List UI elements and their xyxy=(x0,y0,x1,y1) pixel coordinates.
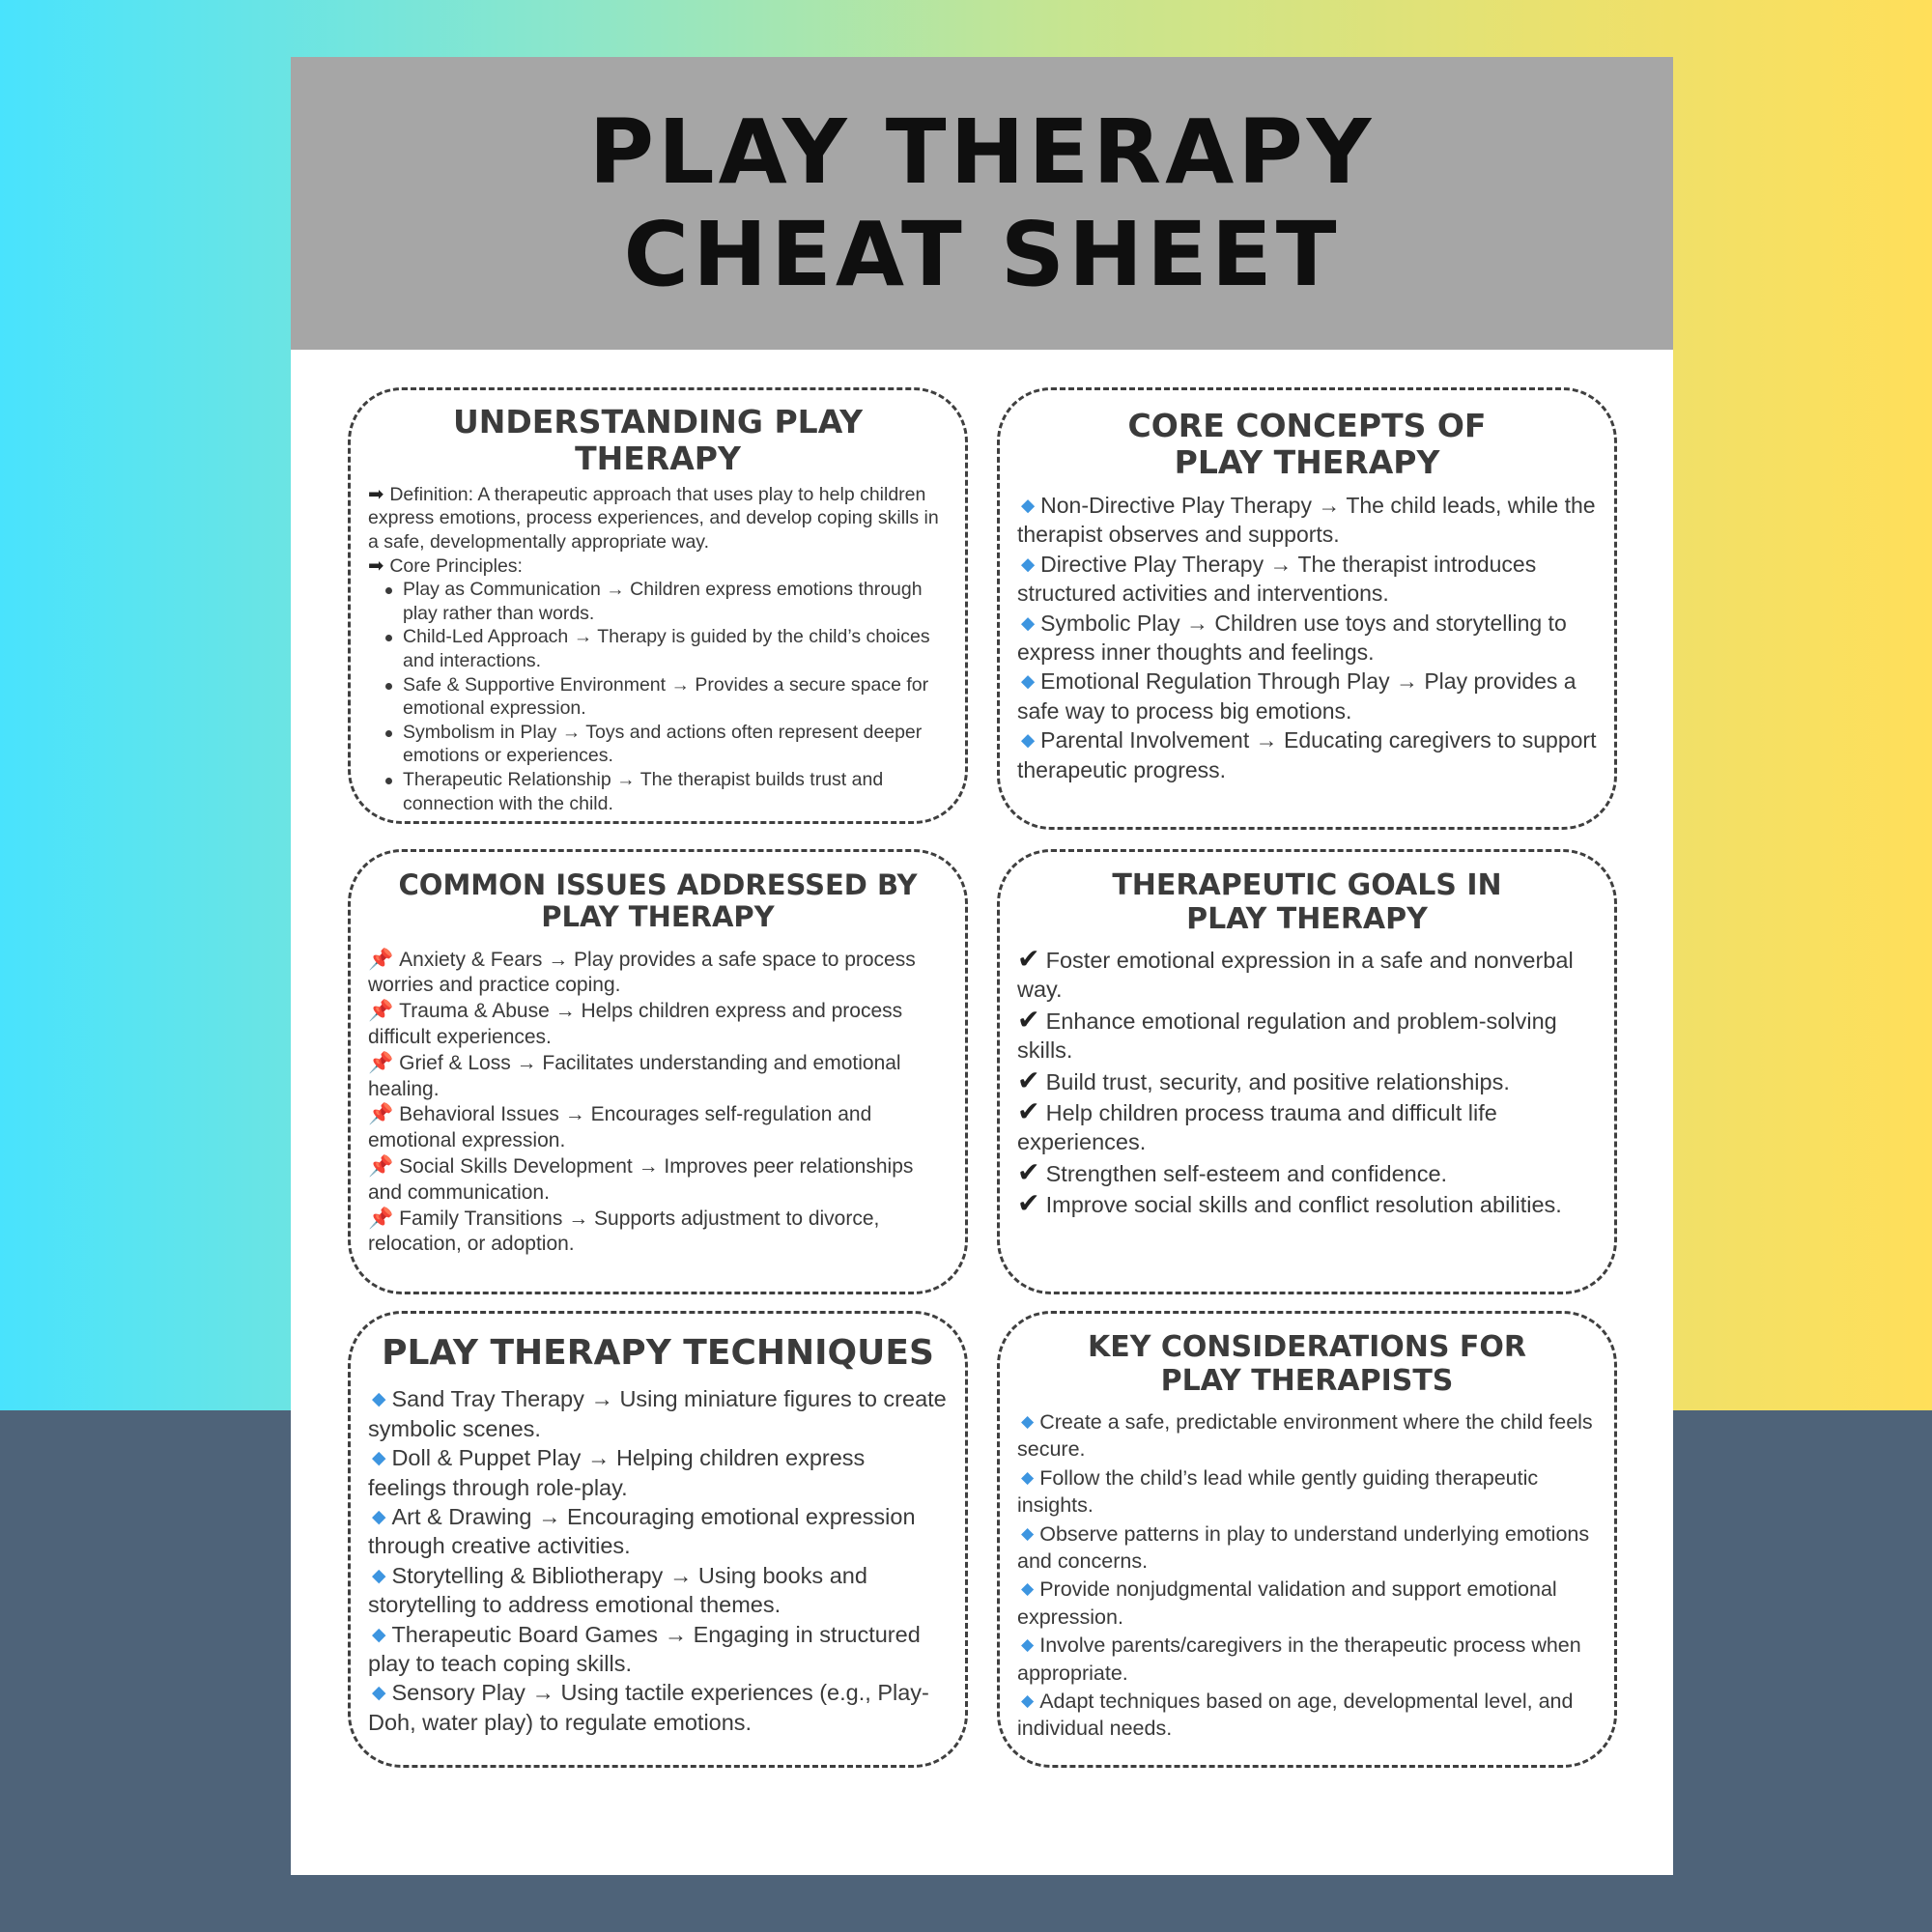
list-item xyxy=(1017,1188,1597,1219)
page-title-line-2: CHEAT SHEET xyxy=(623,202,1341,306)
card-body xyxy=(368,1384,948,1737)
checkmark-icon: ✔ xyxy=(1017,1003,1040,1035)
pushpin-icon: 📌 xyxy=(368,1051,394,1074)
list-item xyxy=(1017,1065,1597,1096)
card-title: KEY CONSIDERATIONS FOR PLAY THERAPISTS xyxy=(1087,1330,1527,1398)
item-text: Art & Drawing → Encouraging emotional expression through creative activities. xyxy=(368,1504,916,1559)
list-item xyxy=(368,1051,948,1103)
item-text: Build trust, security, and positive relationships. xyxy=(1045,1068,1510,1094)
list-item xyxy=(1017,1575,1597,1631)
blue-diamond-icon: ◆ xyxy=(1021,1578,1035,1599)
list-item xyxy=(1017,1463,1597,1520)
blue-diamond-icon: ◆ xyxy=(372,1506,386,1527)
item-text: Foster emotional expression in a safe and nonverbal way. xyxy=(1017,948,1574,1003)
list-item: Safe & Supportive Environment → Provides a secure space for emotional expression. xyxy=(382,673,948,721)
pushpin-icon: 📌 xyxy=(368,1000,394,1023)
item-text: Behavioral Issues → Encourages self-regulation and emotional expression. xyxy=(368,1103,872,1152)
card-body xyxy=(368,483,948,815)
blue-diamond-icon: ◆ xyxy=(1021,611,1036,633)
checkmark-icon: ✔ xyxy=(1017,1095,1040,1127)
item-text: Follow the child’s lead while gently guiding therapeutic insights. xyxy=(1017,1465,1539,1518)
definition-line xyxy=(368,483,948,554)
checkmark-icon: ✔ xyxy=(1017,1064,1040,1095)
item-text: Non-Directive Play Therapy → The child leads, while the therapist observes and supports. xyxy=(1017,492,1596,548)
list-item xyxy=(368,1384,948,1443)
item-text: Involve parents/caregivers in the therapeutic process when appropriate. xyxy=(1017,1634,1581,1685)
checkmark-icon: ✔ xyxy=(1017,1187,1040,1219)
item-text: Parental Involvement → Educating caregivers to support therapeutic progress. xyxy=(1017,727,1597,782)
pushpin-icon: 📌 xyxy=(368,948,394,971)
card-core-concepts xyxy=(997,387,1617,830)
item-text: Family Transitions → Supports adjustment to divorce, relocation, or adoption. xyxy=(368,1207,880,1256)
item-text: Directive Play Therapy → The therapist introduces structured activities and interventions. xyxy=(1017,551,1537,607)
cheat-sheet-page xyxy=(291,57,1673,1875)
checkmark-icon: ✔ xyxy=(1017,1155,1040,1187)
card-body xyxy=(368,948,948,1259)
card-key-considerations xyxy=(997,1311,1617,1768)
card-body xyxy=(1017,1407,1597,1743)
blue-diamond-icon: ◆ xyxy=(1021,553,1036,574)
blue-diamond-icon: ◆ xyxy=(1021,670,1036,692)
blue-diamond-icon: ◆ xyxy=(1021,729,1036,751)
list-item xyxy=(368,1443,948,1502)
blue-diamond-icon: ◆ xyxy=(1021,1690,1035,1711)
definition-text: Definition: A therapeutic approach that uses play to help children express emotions, process experiences, and develop coping skills in a safe, developmentally appropriate way. xyxy=(368,483,939,554)
blue-diamond-icon: ◆ xyxy=(1021,1411,1035,1431)
list-item xyxy=(1017,667,1597,725)
blue-diamond-icon: ◆ xyxy=(1021,1466,1035,1487)
list-item xyxy=(368,1620,948,1679)
blue-diamond-icon: ◆ xyxy=(372,1564,386,1585)
list-item xyxy=(1017,550,1597,609)
blue-diamond-icon: ◆ xyxy=(372,1623,386,1644)
principles-list xyxy=(382,578,948,815)
list-item xyxy=(368,1561,948,1620)
blue-diamond-icon: ◆ xyxy=(372,1388,386,1409)
list-item: Therapeutic Relationship → The therapist builds trust and connection with the child. xyxy=(382,768,948,815)
item-text: Enhance emotional regulation and problem-solving skills. xyxy=(1017,1008,1557,1064)
card-understanding xyxy=(348,387,968,824)
list-item: Symbolism in Play → Toys and actions often represent deeper emotions or experiences. xyxy=(382,721,948,768)
list-item xyxy=(368,1502,948,1561)
item-text: Doll & Puppet Play → Helping children express feelings through role-play. xyxy=(368,1445,866,1500)
list-item xyxy=(368,948,948,1000)
list-item xyxy=(1017,725,1597,784)
principles-heading xyxy=(368,554,948,579)
card-title: UNDERSTANDING PLAY THERAPY xyxy=(453,403,863,477)
list-item xyxy=(368,999,948,1051)
list-item xyxy=(1017,609,1597,668)
list-item xyxy=(368,1207,948,1259)
item-text: Social Skills Development → Improves peer relationships and communication. xyxy=(368,1155,914,1204)
list-item xyxy=(1017,1157,1597,1188)
card-title: PLAY THERAPY TECHNIQUES xyxy=(382,1333,934,1373)
list-item xyxy=(1017,1520,1597,1576)
list-item xyxy=(1017,1687,1597,1743)
item-text: Grief & Loss → Facilitates understanding and emotional healing. xyxy=(368,1051,901,1100)
list-item xyxy=(368,1678,948,1737)
blue-diamond-icon: ◆ xyxy=(1021,494,1036,515)
arrow-right-icon: ➡ xyxy=(368,483,384,505)
item-text: Sensory Play → Using tactile experiences (e.g., Play-Doh, water play) to regulate emotions. xyxy=(368,1680,929,1735)
list-item xyxy=(1017,491,1597,550)
list-item xyxy=(1017,1407,1597,1463)
card-body xyxy=(1017,944,1597,1220)
item-text: Therapeutic Board Games → Engaging in structured play to teach coping skills. xyxy=(368,1621,921,1677)
item-text: Provide nonjudgmental validation and support emotional expression. xyxy=(1017,1577,1557,1629)
item-text: Symbolic Play → Children use toys and storytelling to express inner thoughts and feelings. xyxy=(1017,610,1567,665)
item-text: Storytelling & Bibliotherapy → Using books and storytelling to address emotional themes. xyxy=(368,1562,867,1618)
list-item xyxy=(1017,1096,1597,1157)
item-text: Adapt techniques based on age, developmental level, and individual needs. xyxy=(1017,1690,1574,1741)
list-item xyxy=(1017,1005,1597,1065)
page-title-line-1: PLAY THERAPY xyxy=(588,99,1376,204)
blue-diamond-icon: ◆ xyxy=(372,1447,386,1468)
item-text: Observe patterns in play to understand underlying emotions and concerns. xyxy=(1017,1521,1590,1574)
card-title: COMMON ISSUES ADDRESSED BY PLAY THERAPY xyxy=(398,868,918,934)
card-title: THERAPEUTIC GOALS IN PLAY THERAPY xyxy=(1112,868,1502,936)
list-item: Play as Communication → Children express emotions through play rather than words. xyxy=(382,578,948,625)
item-text: Sand Tray Therapy → Using miniature figures to create symbolic scenes. xyxy=(368,1386,947,1441)
page-header xyxy=(291,57,1673,350)
pushpin-icon: 📌 xyxy=(368,1103,394,1126)
principles-label: Core Principles: xyxy=(389,554,523,577)
list-item xyxy=(1017,944,1597,1005)
item-text: Strengthen self-esteem and confidence. xyxy=(1045,1160,1448,1186)
item-text: Anxiety & Fears → Play provides a safe space to process worries and practice coping. xyxy=(368,948,916,997)
item-text: Improve social skills and conflict resolution abilities. xyxy=(1045,1192,1562,1218)
pushpin-icon: 📌 xyxy=(368,1155,394,1179)
item-text: Emotional Regulation Through Play → Play provides a safe way to process big emotions. xyxy=(1017,668,1577,724)
card-body xyxy=(1017,491,1597,784)
blue-diamond-icon: ◆ xyxy=(1021,1522,1035,1543)
pushpin-icon: 📌 xyxy=(368,1207,394,1230)
card-common-issues xyxy=(348,849,968,1294)
blue-diamond-icon: ◆ xyxy=(372,1682,386,1703)
item-text: Create a safe, predictable environment where the child feels secure. xyxy=(1017,1410,1593,1462)
item-text: Trauma & Abuse → Helps children express and process difficult experiences. xyxy=(368,1000,903,1049)
list-item: Child-Led Approach → Therapy is guided by the child’s choices and interactions. xyxy=(382,625,948,672)
card-therapeutic-goals xyxy=(997,849,1617,1294)
checkmark-icon: ✔ xyxy=(1017,943,1040,974)
list-item xyxy=(1017,1631,1597,1687)
card-title: CORE CONCEPTS OF PLAY THERAPY xyxy=(1127,407,1487,481)
item-text: Help children process trauma and difficult life experiences. xyxy=(1017,1100,1497,1155)
card-techniques xyxy=(348,1311,968,1768)
list-item xyxy=(368,1102,948,1154)
blue-diamond-icon: ◆ xyxy=(1021,1634,1035,1655)
arrow-right-icon: ➡ xyxy=(368,554,384,577)
list-item xyxy=(368,1154,948,1207)
